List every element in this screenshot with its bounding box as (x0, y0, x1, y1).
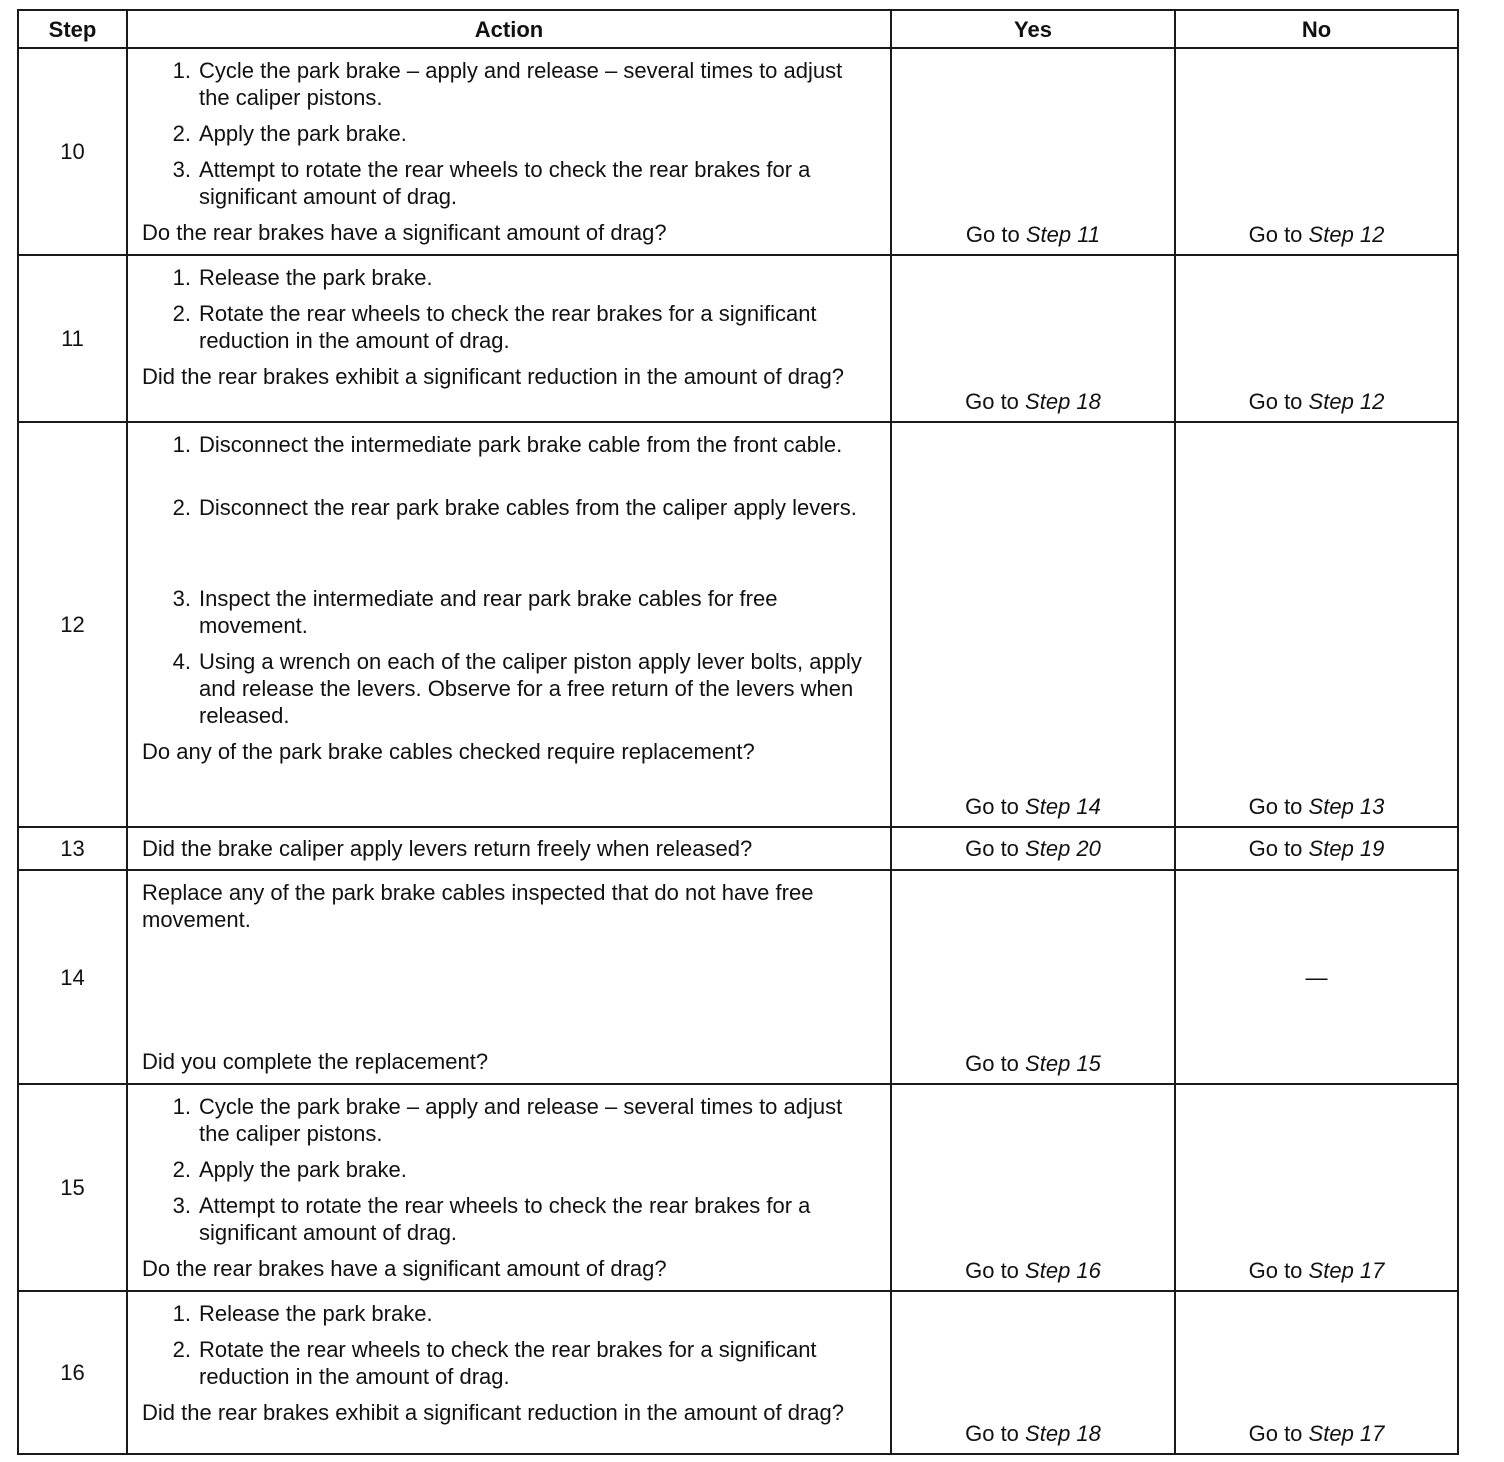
item-number: 2. (172, 1157, 191, 1182)
list-item (142, 120, 876, 147)
item-number: 1. (172, 432, 191, 457)
list-item (142, 1300, 876, 1327)
yes-cell (891, 1084, 1175, 1291)
step-number: 12 (18, 422, 127, 827)
step-number: 14 (18, 870, 127, 1084)
item-number: 2. (172, 121, 191, 146)
question-text: Did the rear brakes exhibit a significant reduction in the amount of drag? (142, 1400, 844, 1425)
goto-label: Go to (965, 1421, 1019, 1446)
question-text: Did you complete the replacement? (142, 1049, 489, 1074)
step-number: 13 (18, 827, 127, 870)
action-list (142, 1093, 876, 1246)
goto-label: Go to (1248, 1258, 1303, 1283)
goto-label: Go to (965, 794, 1019, 819)
yes-step-ref: Step 16 (1025, 1258, 1101, 1283)
no-step-ref: Step 12 (1308, 222, 1385, 247)
action-list (142, 264, 876, 354)
question-text: Do any of the park brake cables checked require replacement? (142, 739, 755, 764)
list-item (142, 300, 876, 354)
goto-label: Go to (1248, 836, 1303, 861)
list-item (142, 431, 876, 458)
question-text: Do the rear brakes have a significant amount of drag? (142, 220, 667, 245)
item-number: 1. (172, 265, 191, 290)
step-number: 16 (18, 1291, 127, 1454)
table-row (18, 870, 1458, 1084)
action-cell (127, 1291, 891, 1454)
question-text: Did the rear brakes exhibit a significant reduction in the amount of drag? (142, 364, 844, 389)
list-item (142, 494, 876, 521)
list-item (142, 1093, 876, 1147)
table-row (18, 48, 1458, 255)
action-cell (127, 1084, 891, 1291)
table-row (18, 1291, 1458, 1454)
no-cell (1175, 255, 1458, 422)
yes-step-ref: Step 11 (1025, 222, 1101, 247)
header-yes: Yes (891, 10, 1175, 48)
item-text: Apply the park brake. (199, 121, 407, 146)
item-number: 2. (172, 495, 191, 520)
item-text: Attempt to rotate the rear wheels to check the rear brakes for a significant amount of drag. (199, 1193, 811, 1245)
yes-step-ref: Step 18 (1025, 1421, 1101, 1446)
no-cell (1175, 870, 1458, 1084)
goto-label: Go to (965, 389, 1019, 414)
header-action: Action (127, 10, 891, 48)
action-list (142, 431, 876, 729)
header-row (18, 10, 1458, 48)
action-list (142, 1300, 876, 1390)
item-text: Using a wrench on each of the caliper piston apply lever bolts, apply and release the levers. Observe for a free return of the levers when released. (199, 649, 862, 728)
step-number: 15 (18, 1084, 127, 1291)
no-cell (1175, 422, 1458, 827)
header-no: No (1175, 10, 1458, 48)
action-cell (127, 827, 891, 870)
list-item (142, 1156, 876, 1183)
table-row (18, 1084, 1458, 1291)
list-item (142, 1336, 876, 1390)
item-text: Release the park brake. (199, 265, 433, 290)
item-number: 1. (172, 58, 191, 83)
item-text: Disconnect the rear park brake cables from the caliper apply levers. (199, 495, 857, 520)
no-cell (1175, 1084, 1458, 1291)
item-number: 3. (172, 1193, 191, 1218)
item-text: Cycle the park brake – apply and release – several times to adjust the caliper pistons. (199, 1094, 843, 1146)
goto-label: Go to (965, 222, 1020, 247)
no-step-ref: Step 12 (1308, 389, 1385, 414)
goto-label: Go to (1248, 794, 1303, 819)
yes-cell (891, 1291, 1175, 1454)
goto-label: Go to (1248, 1421, 1303, 1446)
item-text: Rotate the rear wheels to check the rear brakes for a significant reduction in the amount of drag. (199, 1337, 817, 1389)
item-number: 3. (172, 586, 191, 611)
yes-cell (891, 48, 1175, 255)
item-text: Cycle the park brake – apply and release – several times to adjust the caliper pistons. (199, 58, 843, 110)
action-cell (127, 870, 891, 1084)
no-cell (1175, 827, 1458, 870)
item-number: 3. (172, 157, 191, 182)
no-cell (1175, 48, 1458, 255)
no-value: — (1305, 964, 1328, 990)
no-step-ref: Step 19 (1308, 836, 1385, 861)
item-number: 1. (172, 1094, 191, 1119)
header-step: Step (18, 10, 127, 48)
list-item (142, 264, 876, 291)
no-step-ref: Step 13 (1308, 794, 1385, 819)
list-item (142, 156, 876, 210)
item-text: Apply the park brake. (199, 1157, 407, 1182)
yes-step-ref: Step 20 (1025, 836, 1101, 861)
step-number: 10 (18, 48, 127, 255)
item-text: Release the park brake. (199, 1301, 433, 1326)
question-text: Did the brake caliper apply levers return freely when released? (142, 836, 753, 861)
action-cell (127, 422, 891, 827)
table-row (18, 827, 1458, 870)
item-number: 2. (172, 1337, 191, 1362)
goto-label: Go to (965, 836, 1019, 861)
goto-label: Go to (965, 1258, 1019, 1283)
item-number: 1. (172, 1301, 191, 1326)
list-item (142, 57, 876, 111)
diagnostic-table (17, 9, 1459, 1455)
goto-label: Go to (1248, 389, 1303, 414)
yes-cell (891, 827, 1175, 870)
list-item (142, 585, 876, 639)
item-text: Disconnect the intermediate park brake cable from the front cable. (199, 432, 843, 457)
step-number: 11 (18, 255, 127, 422)
yes-step-ref: Step 18 (1025, 389, 1101, 414)
yes-cell (891, 422, 1175, 827)
list-item (142, 648, 876, 729)
table-row (18, 255, 1458, 422)
question-text: Do the rear brakes have a significant amount of drag? (142, 1256, 667, 1281)
action-cell (127, 255, 891, 422)
no-step-ref: Step 17 (1308, 1258, 1385, 1283)
item-text: Inspect the intermediate and rear park brake cables for free movement. (199, 586, 778, 638)
item-text: Attempt to rotate the rear wheels to check the rear brakes for a significant amount of drag. (199, 157, 811, 209)
item-text: Rotate the rear wheels to check the rear brakes for a significant reduction in the amount of drag. (199, 301, 817, 353)
goto-label: Go to (965, 1051, 1019, 1076)
no-cell (1175, 1291, 1458, 1454)
action-list (142, 57, 876, 210)
no-step-ref: Step 17 (1308, 1421, 1385, 1446)
yes-step-ref: Step 14 (1025, 794, 1101, 819)
table-row (18, 422, 1458, 827)
goto-label: Go to (1248, 222, 1303, 247)
yes-cell (891, 255, 1175, 422)
action-text: Replace any of the park brake cables inspected that do not have free movement. (142, 880, 814, 932)
action-cell (127, 48, 891, 255)
item-number: 4. (172, 649, 191, 674)
item-number: 2. (172, 301, 191, 326)
yes-cell (891, 870, 1175, 1084)
yes-step-ref: Step 15 (1025, 1051, 1101, 1076)
list-item (142, 1192, 876, 1246)
